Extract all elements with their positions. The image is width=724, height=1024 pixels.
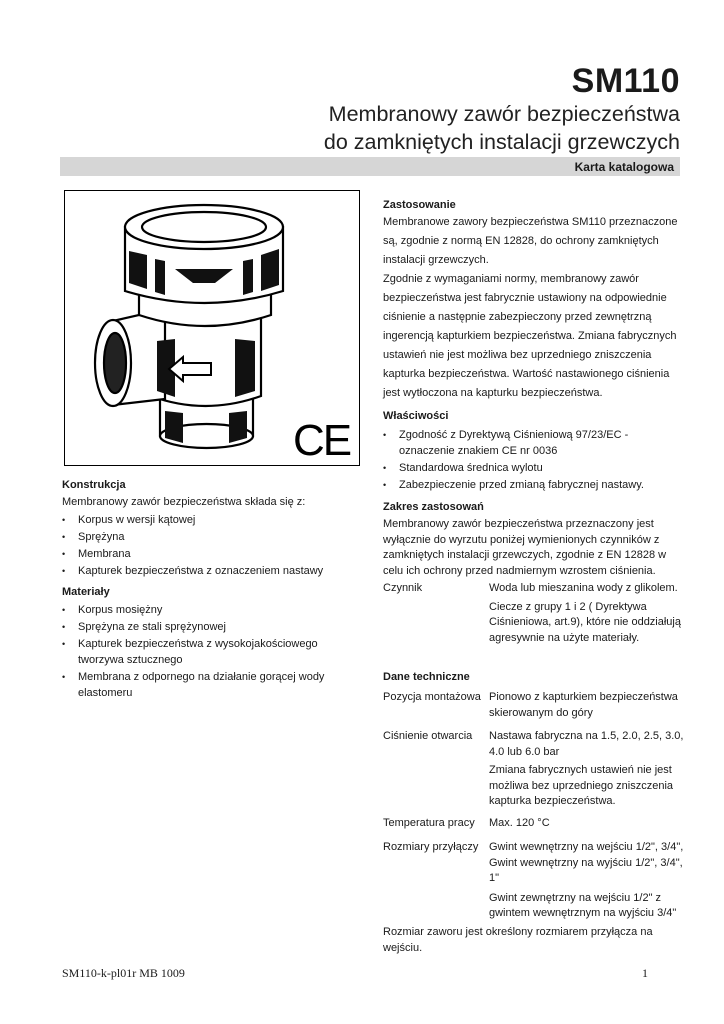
list-item: • Kapturek bezpieczeństwa z oznaczeniem nastawy: [62, 563, 362, 579]
cisnienie-value-1: Nastawa fabryczna na 1.5, 2.0, 2.5, 3.0, 4.0 lub 6.0 bar: [489, 730, 684, 758]
czynnik-value-1: Woda lub mieszanina wody z glikolem.: [489, 582, 678, 594]
subtitle-line-2: do zamkniętych instalacji grzewczych: [323, 130, 680, 154]
temperatura-label: Temperatura pracy: [383, 817, 475, 829]
zastosowanie-para-2: Zgodnie z wymaganiami normy, membranowy zawór bezpieczeństwa jest fabrycznie ustawiony na odpowiednie ciśnienie a następnie zabezpieczony przed zewnętrzną ingerencją kapturkiem bezpieczeństwa. Zmiana fabrycznych ustawień nie jest możliwa bez uprzedniego zniszczenia kapturka bezpieczeństwa. Wartość nastawionego ciśnienia jest wytłoczona na kapturku bezpieczeństwa.: [383, 273, 677, 399]
rozmiary-label: Rozmiary przyłączy: [383, 841, 479, 853]
czynnik-value-2: Ciecze z grupy 1 i 2 ( Dyrektywa Ciśnieniowa, art.9), które nie oddziałują agresywnie na użyte materiały.: [489, 600, 681, 644]
cisnienie-value-2: Zmiana fabrycznych ustawień nie jest możliwa bez uprzedniego zniszczenia kapturka bezpieczeństwa.: [489, 764, 674, 807]
page-number: 1: [642, 966, 648, 980]
zakres-section: [383, 499, 683, 579]
zastosowanie-heading: Zastosowanie: [383, 199, 456, 211]
list-item: • Korpus w wersji kątowej: [62, 512, 362, 528]
dane-heading-wrap: [383, 669, 683, 685]
konstrukcja-heading: Konstrukcja: [62, 479, 126, 491]
zakres-heading: Zakres zastosowań: [383, 501, 484, 513]
zakres-para: Membranowy zawór bezpieczeństwa przeznaczony jest wyłącznie do wyrzutu poniżej wymienionych czynników z zamkniętych instalacji grzewczych, zgodnie z EN 12828 w celu ich ochrony przed nadmiernym wzrostem ciśnienia.: [383, 518, 667, 577]
list-item: • Sprężyna: [62, 529, 362, 545]
list-item: • Zgodność z Dyrektywą Ciśnieniową 97/23/EC - oznaczenie znakiem CE nr 0036: [383, 427, 683, 459]
konstrukcja-intro: Membranowy zawór bezpieczeństwa składa się z:: [62, 496, 306, 508]
czynnik-label: Czynnik: [383, 582, 423, 594]
list-item: • Standardowa średnica wylotu: [383, 460, 683, 476]
rozmiary-value-2: Gwint zewnętrzny na wejściu 1/2" z gwintem wewnętrznym na wyjściu 3/4": [489, 891, 677, 919]
list-item: • Zabezpieczenie przed zmianą fabrycznej nastawy.: [383, 477, 683, 493]
pozycja-label: Pozycja montażowa: [383, 691, 481, 703]
pozycja-value: Pionowo z kapturkiem bezpieczeństwa skierowanym do góry: [489, 691, 678, 719]
wlasciwosci-heading: Właściwości: [383, 410, 449, 422]
konstrukcja-section: [62, 477, 362, 580]
czynnik-value: [489, 581, 689, 646]
wlasciwosci-list: [383, 427, 683, 493]
document-title: SM110: [571, 62, 680, 100]
materialy-section: [62, 584, 362, 702]
zastosowanie-para-1: Membranowe zawory bezpieczeństwa SM110 przeznaczone są, zgodnie z normą EN 12828, do ochrony zamkniętych instalacji grzewczych.: [383, 216, 678, 266]
cisnienie-value: [489, 729, 689, 810]
product-image-frame: [64, 190, 360, 466]
subtitle-line-1: Membranowy zawór bezpieczeństwa: [328, 102, 680, 126]
document-subtitle: [324, 100, 680, 156]
list-item: • Membrana z odpornego na działanie gorącej wody elastomeru: [62, 669, 362, 701]
doc-type-label: Karta katalogowa: [574, 160, 674, 174]
wlasciwosci-section: [383, 408, 683, 494]
dane-heading: Dane techniczne: [383, 671, 470, 683]
cisnienie-label: Ciśnienie otwarcia: [383, 730, 473, 742]
zastosowanie-section: [383, 197, 683, 403]
footer-doc-code: SM110-k-pl01r MB 1009: [62, 966, 185, 980]
dane-note: Rozmiar zaworu jest określony rozmiarem przyłącza na wejściu.: [383, 926, 653, 954]
rozmiary-value-1: Gwint wewnętrzny na wejściu 1/2", 3/4", Gwint wewnętrzny na wyjściu 1/2", 3/4", 1": [489, 841, 684, 884]
list-item: • Kapturek bezpieczeństwa z wysokojakościowego tworzywa sztucznego: [62, 636, 362, 668]
temperatura-value: Max. 120 °C: [489, 817, 550, 829]
ce-mark: CE: [293, 416, 351, 465]
konstrukcja-list: [62, 512, 362, 579]
rozmiary-value: [489, 840, 689, 922]
list-item: • Korpus mosiężny: [62, 602, 362, 618]
materialy-list: [62, 602, 362, 701]
materialy-heading: Materiały: [62, 586, 110, 598]
list-item: • Sprężyna ze stali sprężynowej: [62, 619, 362, 635]
list-item: • Membrana: [62, 546, 362, 562]
valve-illustration: [65, 191, 359, 465]
